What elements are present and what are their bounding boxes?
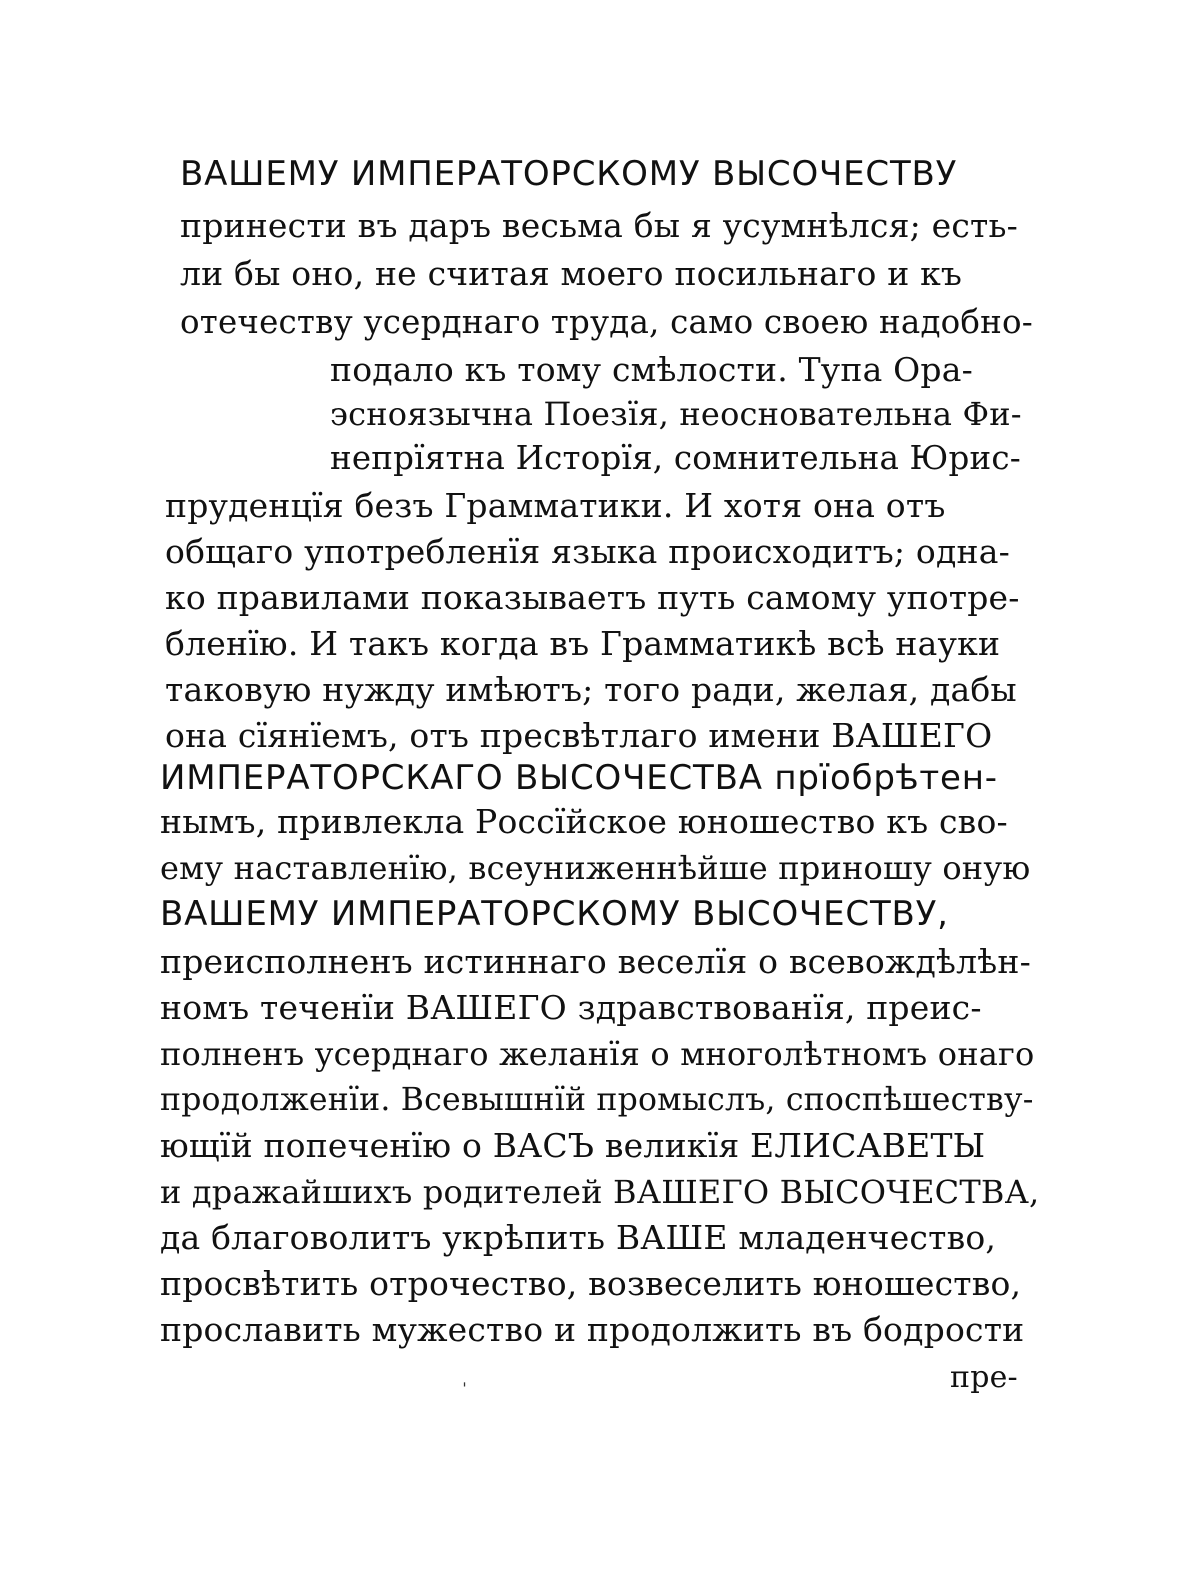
text-line: ли бы оно, не считая моего посильнаго и къ xyxy=(180,254,963,293)
text-line-heading: ИМПЕРАТОРСКАГО ВЫСОЧЕСТВА прїобрѣтен- xyxy=(160,758,998,798)
text-line-heading: ВАШЕМУ ИМПЕРАТОРСКОМУ ВЫСОЧЕСТВУ, xyxy=(160,894,949,934)
text-line: ющїй попеченїю о ВАСЪ великїя ЕЛИСАВЕТЫ xyxy=(160,1126,986,1165)
text-line: нымъ, привлекла Россїйское юношество къ сво- xyxy=(160,802,1008,841)
text-line-heading: ВАШЕМУ ИМПЕРАТОРСКОМУ ВЫСОЧЕСТВУ xyxy=(180,154,958,194)
text-line: она сїянїемъ, отъ пресвѣтлаго имени ВАШЕГО xyxy=(165,716,993,755)
text-line: отечеству усерднаго труда, само своею надобно- xyxy=(180,303,1033,341)
text-line: номъ теченїи ВАШЕГО здравствованїя, преис- xyxy=(160,988,982,1027)
text-line: общаго употребленїя языка происходитъ; одна- xyxy=(165,532,1010,571)
text-line: бленїю. И такъ когда въ Грамматикѣ всѣ науки xyxy=(165,624,1001,663)
text-line: принести въ даръ весьма бы я усумнѣлся; есть- xyxy=(180,206,1018,245)
text-line: преисполненъ истиннаго веселїя о всевождѣлѣн- xyxy=(160,942,1031,981)
text-line: пруденцїя безъ Грамматики. И хотя она отъ xyxy=(165,486,946,525)
text-line: таковую нужду имѣютъ; того ради, желая, дабы xyxy=(165,670,1017,709)
text-line: и дражайшихъ родителей ВАШЕГО ВЫСОЧЕСТВА, xyxy=(160,1173,1040,1211)
text-line: да благоволитъ укрѣпить ВАШЕ младенчество, xyxy=(160,1218,997,1257)
text-line: эсноязычна Поезїя, неосновательна Фи- xyxy=(330,395,1022,433)
text-line: просвѣтить отрочество, возвеселить юношество, xyxy=(160,1264,1022,1303)
text-line: продолженїи. Всевышнїй промыслъ, споспѣшеству- xyxy=(160,1082,1034,1118)
text-line: прославить мужество и продолжить въ бодрости xyxy=(160,1310,1025,1349)
text-line: ко правилами показываетъ путь самому употре- xyxy=(165,578,1020,617)
text-line: непрїятна Исторїя, сомнительна Юрис- xyxy=(330,439,1021,477)
text-line: ему наставленїю, всеуниженнѣйше приношу оную xyxy=(160,849,1031,887)
text-line: подало къ тому смѣлости. Тупа Ора- xyxy=(330,350,973,389)
catchword: пре- xyxy=(950,1360,1018,1395)
text-line: полненъ усерднаго желанїя о многолѣтномъ онаго xyxy=(160,1035,1035,1073)
ink-speck: ˈ xyxy=(462,1380,467,1401)
